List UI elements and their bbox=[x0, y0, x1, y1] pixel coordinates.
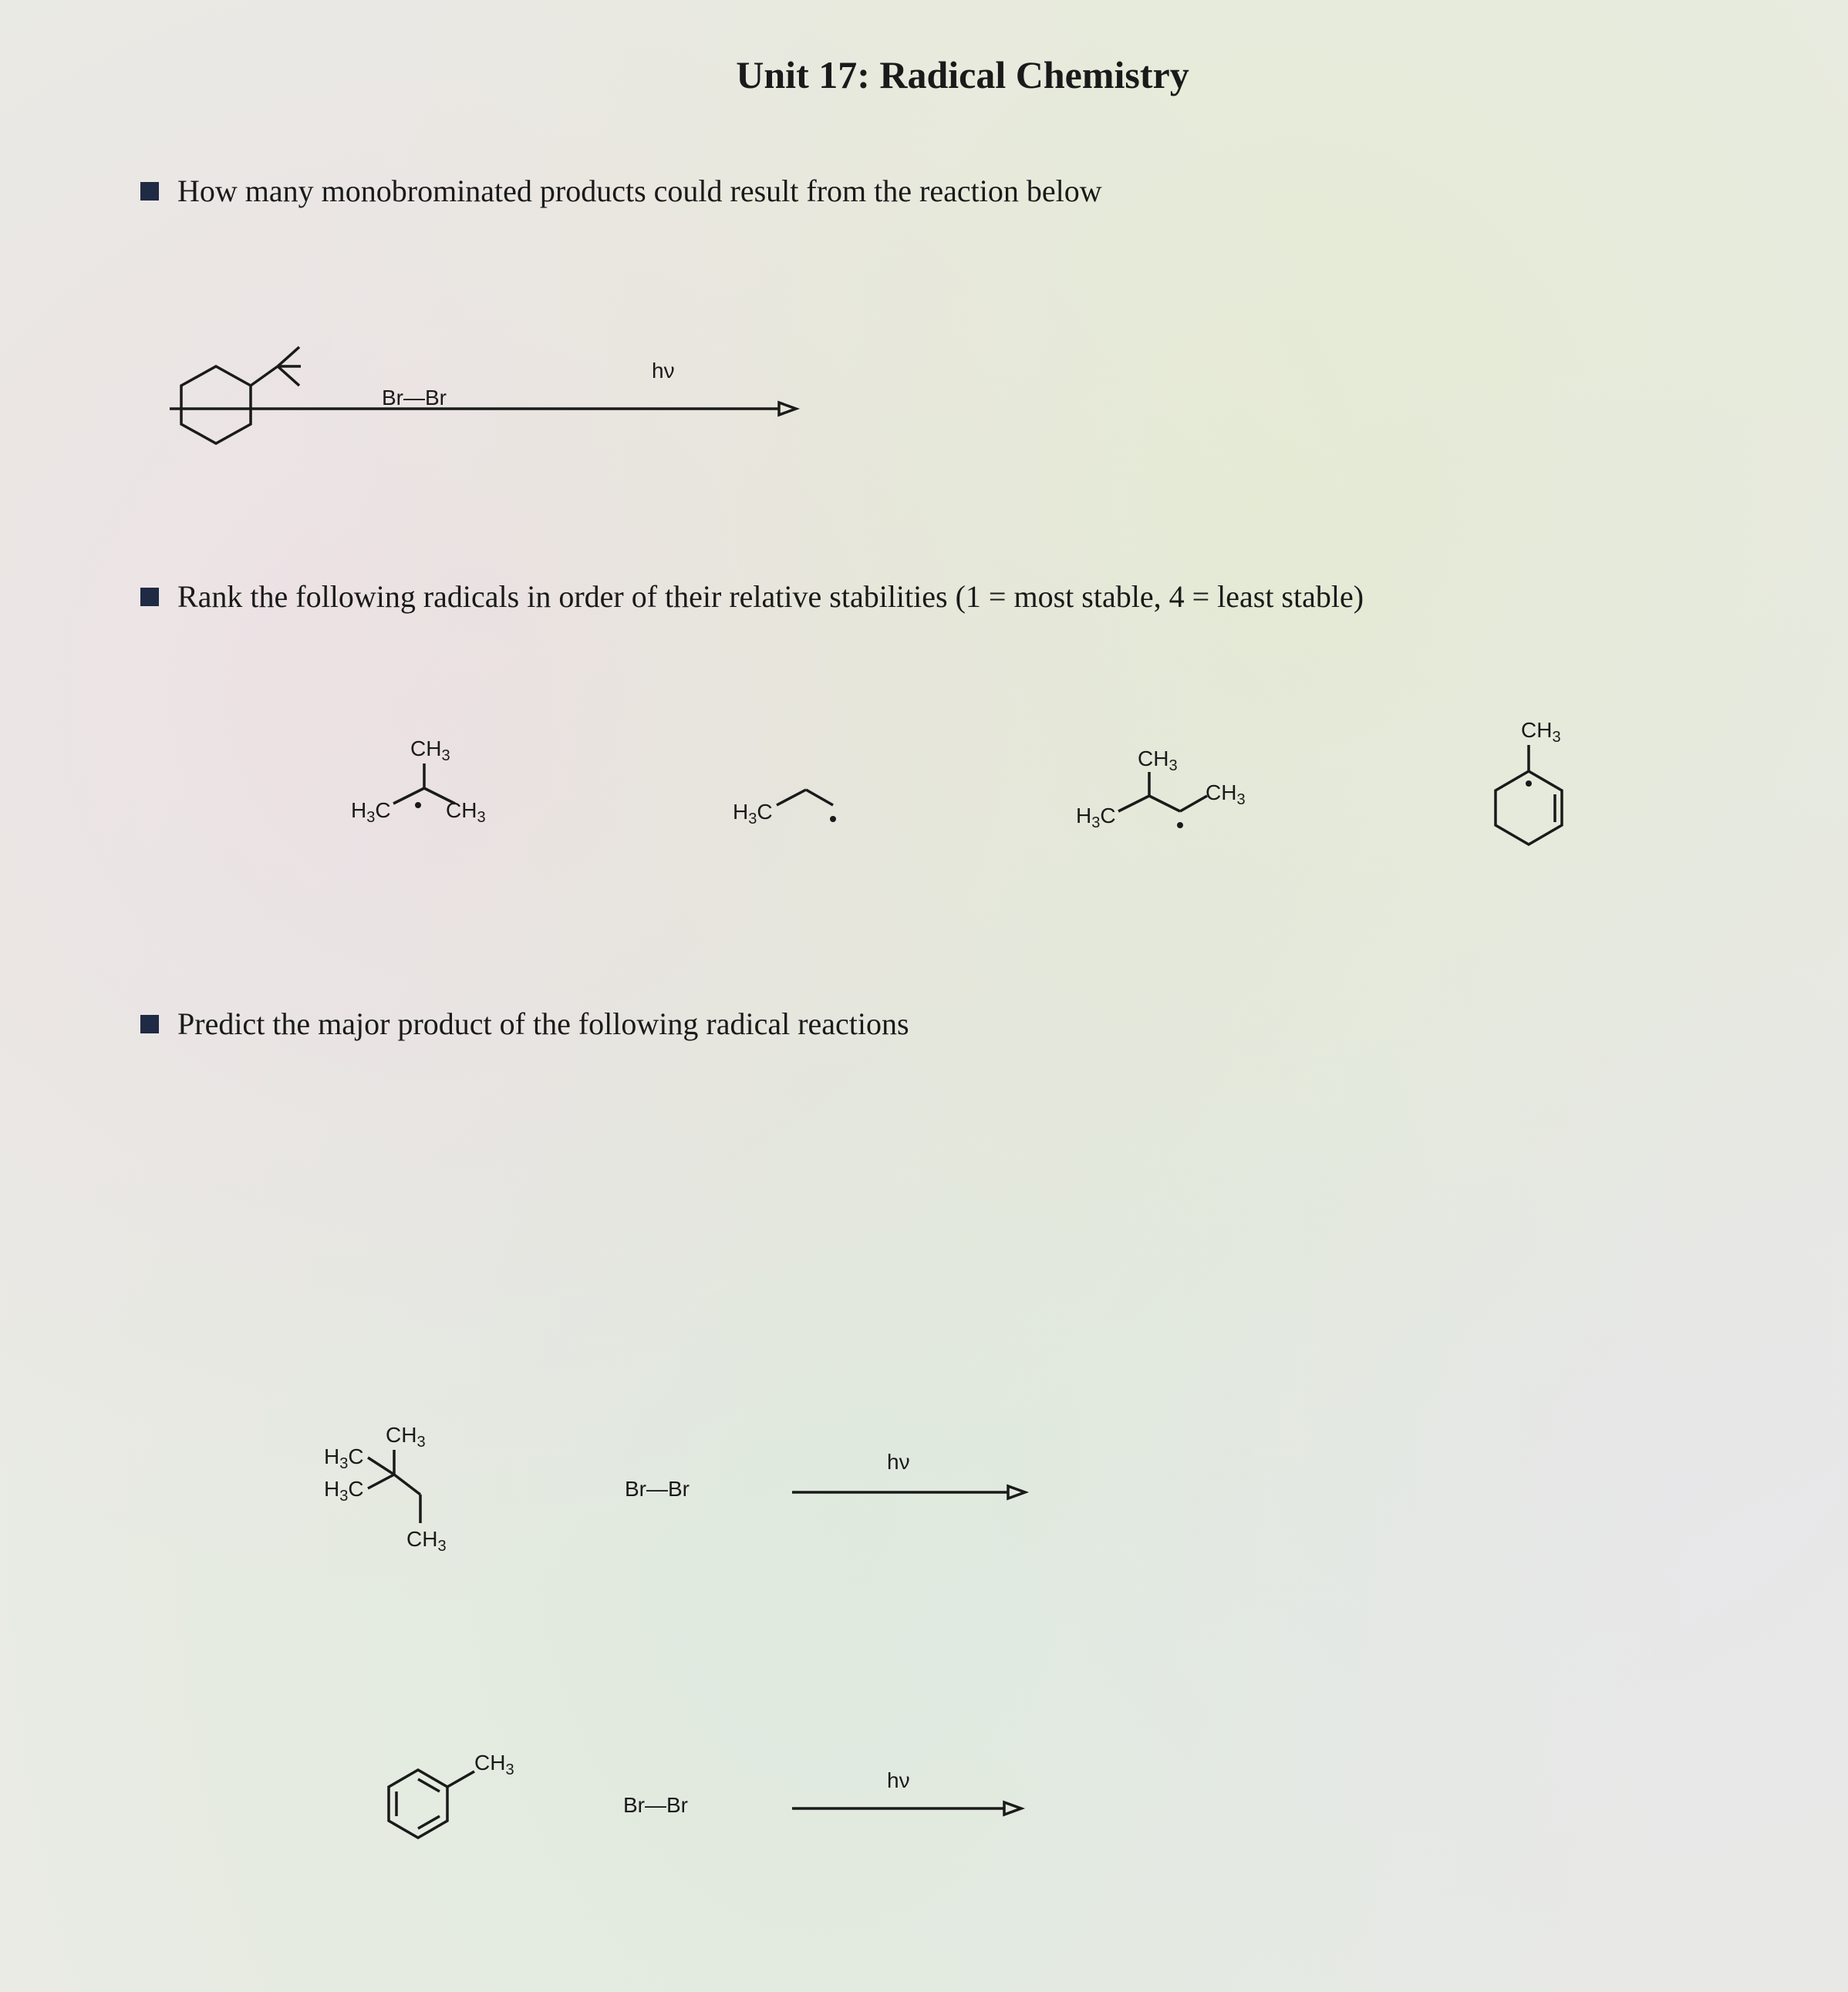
reagent-1: Br—Br bbox=[382, 386, 447, 410]
question-3-text: Predict the major product of the following radical reactions bbox=[177, 1006, 909, 1041]
question-3 bbox=[140, 1006, 909, 1042]
svg-text:CH3: $CH_3$ bbox=[474, 1751, 514, 1778]
svg-text:CH3: $CH_3$ bbox=[1206, 780, 1246, 808]
condition-2: hν bbox=[887, 1450, 910, 1474]
radical-primary bbox=[729, 779, 868, 848]
toluene-structure bbox=[389, 1751, 514, 1838]
reaction-arrow-2 bbox=[792, 1486, 1025, 1498]
reaction-arrow-3 bbox=[792, 1802, 1021, 1815]
svg-text:H3C: $H_3C$ bbox=[324, 1477, 364, 1505]
condition-3: hν bbox=[887, 1768, 910, 1792]
reaction-3 bbox=[378, 1747, 1034, 1855]
reaction-1 bbox=[170, 339, 802, 470]
reagent-2: Br—Br bbox=[625, 1477, 690, 1501]
page-title: Unit 17: Radical Chemistry bbox=[736, 53, 1189, 96]
question-1 bbox=[140, 173, 1102, 209]
bullet-icon bbox=[140, 1015, 159, 1033]
radical-tert-butyl bbox=[347, 733, 532, 841]
condition-1: hν bbox=[652, 359, 675, 383]
reaction-2 bbox=[320, 1419, 1030, 1558]
svg-text:CH3: $CH_3$ bbox=[386, 1423, 426, 1451]
radical-secondary bbox=[1072, 736, 1273, 837]
svg-text:CH3: $CH_3$ bbox=[446, 798, 486, 826]
reaction-arrow-1 bbox=[170, 403, 796, 415]
question-1-text: How many monobrominated products could result from the reaction below bbox=[177, 174, 1102, 208]
svg-text:CH3: $CH_3$ bbox=[406, 1527, 447, 1555]
reagent-3: Br—Br bbox=[623, 1793, 688, 1817]
svg-text:CH3: $CH_3$ bbox=[410, 736, 450, 764]
bullet-icon bbox=[140, 182, 159, 201]
radical-allylic-ring bbox=[1481, 710, 1589, 856]
svg-text:CH3: $CH_3$ bbox=[1521, 718, 1561, 746]
question-2 bbox=[140, 578, 1364, 615]
svg-text:H3C: $H_3C$ bbox=[351, 798, 391, 826]
branched-alkane-structure bbox=[324, 1423, 447, 1555]
svg-text:CH3: $CH_3$ bbox=[1138, 747, 1178, 774]
bullet-icon bbox=[140, 588, 159, 606]
question-2-text: Rank the following radicals in order of their relative stabilities (1 = most stable, 4 = least stable) bbox=[177, 579, 1364, 614]
svg-text:H3C: $H_3C$ bbox=[324, 1444, 364, 1472]
svg-text:H3C: $H_3C$ bbox=[733, 800, 773, 827]
svg-text:H3C: $H_3C$ bbox=[1076, 804, 1116, 831]
tert-butylcyclohexane-structure bbox=[181, 347, 301, 443]
